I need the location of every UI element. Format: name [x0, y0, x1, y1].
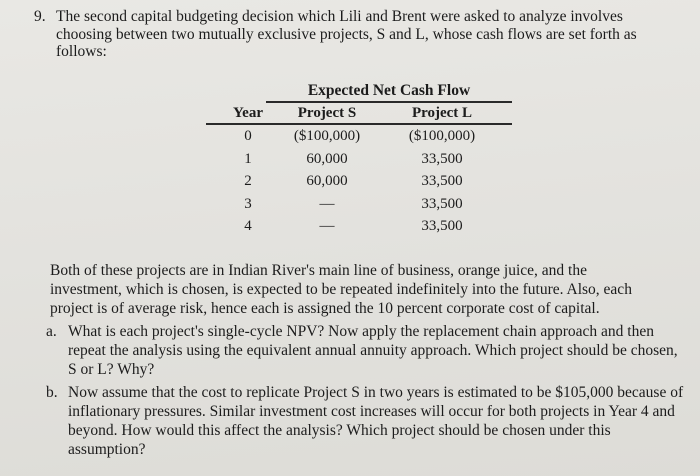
table-row [206, 148, 512, 171]
cell-project-l: 33,500 [421, 218, 463, 234]
cell-project-l: 33,500 [421, 195, 463, 212]
table-row [206, 215, 512, 238]
cell-project-s: — [319, 218, 335, 234]
cell-year: 2 [244, 173, 252, 189]
cell-project-l: 33,500 [421, 150, 463, 167]
header-project-s: Project S [297, 105, 357, 121]
part-a-marker: a. [46, 323, 57, 340]
sub-questions [46, 322, 686, 460]
part-a [46, 322, 686, 379]
table-title: Expected Net Cash Flow [266, 82, 512, 103]
table-row [206, 125, 512, 148]
cell-project-s: — [319, 195, 335, 212]
header-year: Year [233, 105, 263, 121]
cell-year: 4 [244, 218, 252, 234]
part-b-marker: b. [46, 384, 58, 401]
part-b [46, 383, 686, 459]
question-line-3: follows: [56, 43, 107, 60]
cell-year: 3 [244, 195, 252, 212]
context-paragraph [50, 262, 670, 318]
table-header-row [206, 103, 512, 125]
question-line-1: The second capital budgeting decision which Lili and Brent were asked to analyze involves [56, 8, 623, 25]
question-header [34, 8, 674, 61]
table-row [206, 193, 512, 216]
paragraph-line-2: investment, which is chosen, is expected to be repeated indefinitely into the future. Also, each [50, 280, 632, 298]
paragraph-line-3: project is of average risk, hence each is assigned the 10 percent corporate cost of capital. [50, 299, 600, 317]
cell-project-s: 60,000 [306, 173, 348, 189]
cell-project-l: ($100,000) [408, 128, 476, 144]
question-number: 9. [34, 8, 46, 25]
cash-flow-table [206, 82, 512, 238]
table-row [206, 170, 512, 193]
header-project-l: Project L [411, 105, 473, 121]
cell-project-s: ($100,000) [293, 128, 361, 144]
cell-year: 0 [244, 128, 252, 144]
part-b-text: Now assume that the cost to replicate Project S in two years is estimated to be $105,000 because of inflationary pressures. Similar investment cost increases will occur for both projects in Year 4 and beyond. How would this affect the analysis? Which project should be chosen under this assumption? [68, 384, 684, 458]
paragraph-line-1: Both of these projects are in Indian River's main line of business, orange juice, and the [50, 262, 587, 279]
cell-project-s: 60,000 [306, 150, 348, 167]
question-line-2: choosing between two mutually exclusive projects, S and L, whose cash flows are set forth as [56, 25, 637, 43]
cell-project-l: 33,500 [421, 173, 463, 189]
cell-year: 1 [244, 150, 252, 167]
part-a-text: What is each project's single-cycle NPV? Now apply the replacement chain approach and then repeat the analysis using the equivalent annual annuity approach. Which project should be chosen, S or L? Why? [68, 323, 678, 378]
